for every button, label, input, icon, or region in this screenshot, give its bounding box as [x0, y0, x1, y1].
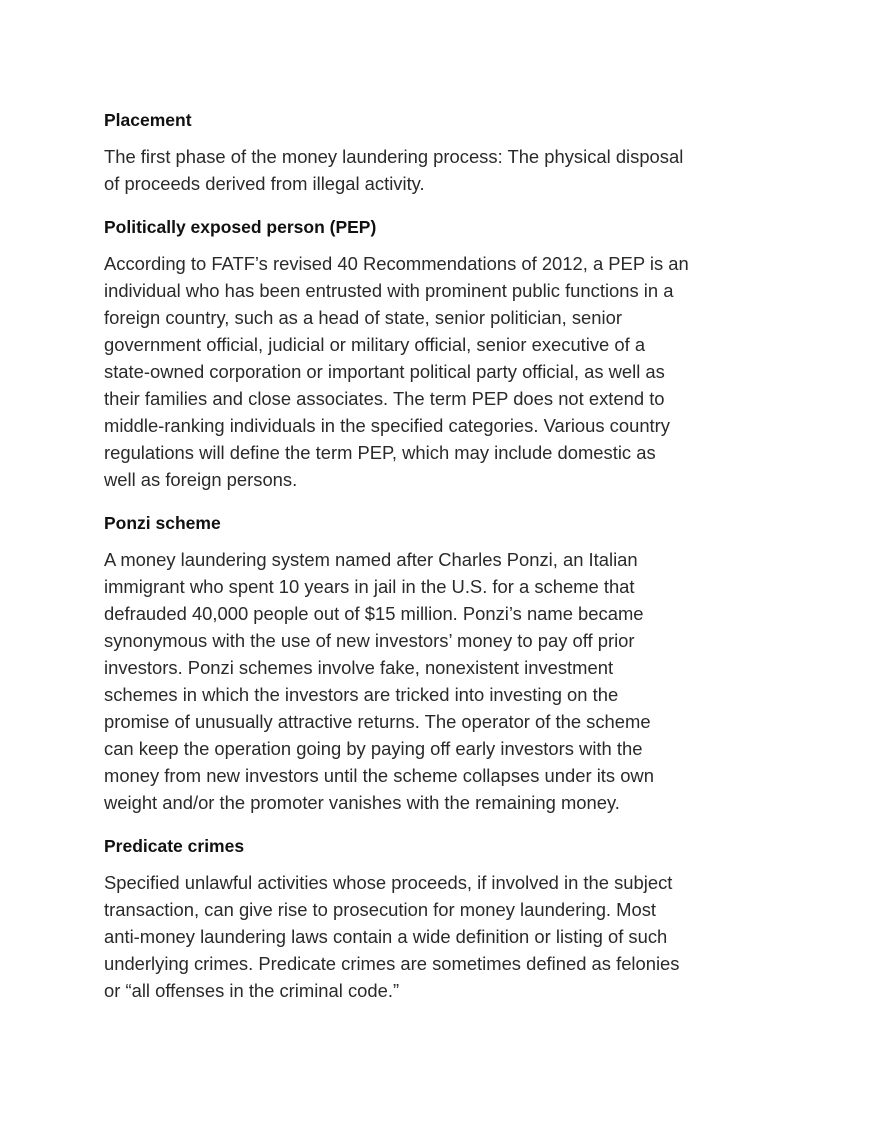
glossary-term [104, 510, 784, 816]
definition-line: their families and close associates. The term PEP does not extend to [104, 388, 665, 409]
glossary-page [104, 107, 784, 1004]
glossary-term [104, 107, 784, 197]
definition-line: schemes in which the investors are tricked into investing on the [104, 684, 619, 705]
term-definition [104, 250, 784, 493]
definition-line: well as foreign persons. [104, 469, 298, 490]
term-heading: Predicate crimes [104, 836, 245, 856]
term-definition [104, 869, 784, 1004]
definition-line: Specified unlawful activities whose proceeds, if involved in the subject [104, 872, 673, 893]
definition-line: regulations will define the term PEP, which may include domestic as [104, 442, 656, 463]
definition-line: According to FATF’s revised 40 Recommendations of 2012, a PEP is an [104, 253, 689, 274]
definition-line: immigrant who spent 10 years in jail in the U.S. for a scheme that [104, 576, 635, 597]
term-heading: Politically exposed person (PEP) [104, 217, 377, 237]
definition-line: of proceeds derived from illegal activity. [104, 173, 425, 194]
definition-line: or “all offenses in the criminal code.” [104, 980, 400, 1001]
definition-line: can keep the operation going by paying off early investors with the [104, 738, 643, 759]
definition-line: money from new investors until the scheme collapses under its own [104, 765, 654, 786]
definition-line: anti-money laundering laws contain a wide definition or listing of such [104, 926, 668, 947]
term-heading: Ponzi scheme [104, 513, 221, 533]
definition-line: defrauded 40,000 people out of $15 million. Ponzi’s name became [104, 603, 644, 624]
definition-line: A money laundering system named after Charles Ponzi, an Italian [104, 549, 638, 570]
term-heading: Placement [104, 110, 192, 130]
term-definition [104, 546, 784, 816]
definition-line: promise of unusually attractive returns. The operator of the scheme [104, 711, 651, 732]
definition-line: transaction, can give rise to prosecution for money laundering. Most [104, 899, 657, 920]
definition-line: middle-ranking individuals in the specified categories. Various country [104, 415, 670, 436]
definition-line: synonymous with the use of new investors’ money to pay off prior [104, 630, 635, 651]
definition-line: government official, judicial or military official, senior executive of a [104, 334, 646, 355]
definition-line: foreign country, such as a head of state, senior politician, senior [104, 307, 622, 328]
glossary-term [104, 214, 784, 493]
term-definition [104, 143, 784, 197]
glossary-term [104, 833, 784, 1004]
definition-line: weight and/or the promoter vanishes with the remaining money. [104, 792, 620, 813]
definition-line: The first phase of the money laundering process: The physical disposal [104, 146, 684, 167]
definition-line: state-owned corporation or important political party official, as well as [104, 361, 665, 382]
definition-line: underlying crimes. Predicate crimes are sometimes defined as felonies [104, 953, 680, 974]
definition-line: individual who has been entrusted with prominent public functions in a [104, 280, 674, 301]
definition-line: investors. Ponzi schemes involve fake, nonexistent investment [104, 657, 614, 678]
